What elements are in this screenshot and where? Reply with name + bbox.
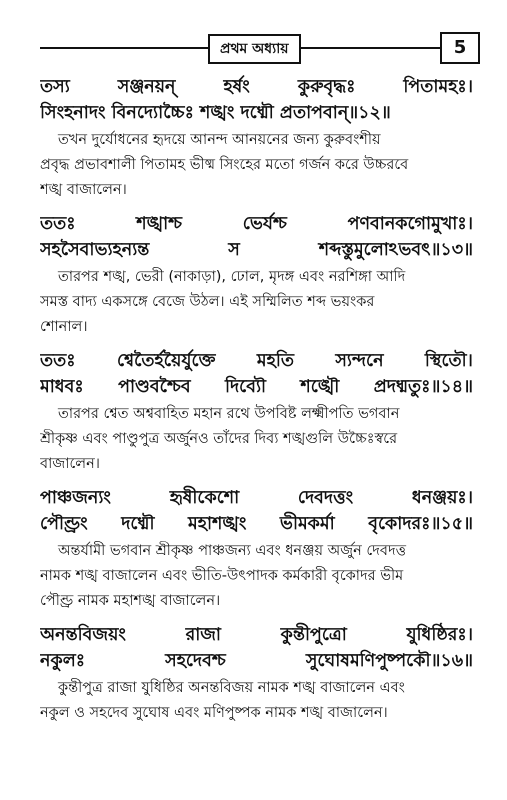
verse [40, 348, 473, 400]
verse-line [40, 374, 473, 400]
translation-line: নকুল ও সহদেব সুঘোষ এবং মণিপুষ্পক নামক শঙ্খ বাজালেন। [40, 705, 388, 721]
verse-word: দেবদত্তং [297, 488, 354, 508]
translation-line: পৌণ্ড্র নামক মহাশঙ্খ বাজালেন। [40, 593, 221, 609]
verse-word: পণবানকগোমুখাঃ। [347, 214, 473, 234]
translation [40, 539, 473, 614]
verse-word: স্যন্দনে [335, 351, 384, 371]
verse-line [40, 74, 473, 100]
translation-line: প্রবৃদ্ধ প্রভাবশালী পিতামহ ভীষ্ম সিংহের মতো গর্জন করে উচ্চরবে [40, 157, 409, 173]
translation-line: বাজালেন। [40, 456, 100, 472]
verse-word: শব্দস্তুমুলোঽভবৎ॥১৩॥ [318, 240, 473, 260]
verse-line [40, 100, 473, 126]
verse-word: মহাশঙ্খং [188, 514, 247, 534]
verse-word: মহতি [256, 351, 294, 371]
verse-line [40, 211, 473, 237]
verse-word: ধনঞ্জয়ঃ। [411, 488, 473, 508]
translation-line: কুন্তীপুত্র রাজা যুধিষ্ঠির অনন্তবিজয় নামক শঙ্খ বাজালেন এবং [58, 680, 405, 696]
verse-word: শ্বেতৈর্হয়ৈর্যুক্তে [116, 351, 216, 371]
verse-word: প্রদধ্মতুঃ॥১৪॥ [373, 377, 473, 397]
translation-line: তারপর শ্বেত অশ্ববাহিত মহান রথে উপবিষ্ট লক্ষ্মীপতি ভগবান [58, 406, 400, 422]
verse-word: বৃকোদরঃ॥১৫॥ [368, 514, 473, 534]
translation [40, 676, 473, 726]
verse-word: পিতামহঃ। [403, 77, 473, 97]
translation-line: তখন দুর্যোধনের হৃদয়ে আনন্দ আনয়নের জন্য কুরুবংশীয় [58, 132, 381, 148]
verse-word: হর্ষং [223, 77, 250, 97]
verse-line [40, 237, 473, 263]
verse-word: ততঃ [40, 351, 76, 371]
verse-line [40, 485, 473, 511]
verse-word: ভের্যশ্চ [242, 214, 287, 234]
verse-word: সহদেবশ্চ [165, 651, 226, 671]
translation-line: সমস্ত বাদ্য একসঙ্গে বেজে উঠল। এই সম্মিলিত শব্দ ভয়ংকর [40, 294, 375, 310]
verse-word: সুঘোষমণিপুষ্পকৌ॥১৬॥ [305, 651, 473, 671]
verse-word: স [228, 240, 240, 260]
verse-word: অনন্তবিজয়ং [40, 625, 126, 645]
translation-line: শ্রীকৃষ্ণ এবং পাণ্ডুপুত্র অর্জুনও তাঁদের দিব্য শঙ্খগুলি উচ্চৈঃস্বরে [40, 431, 398, 447]
verse-word: পাঞ্চজন্যং [40, 488, 111, 508]
translation-line: শঙ্খ বাজালেন। [40, 182, 127, 198]
verse-word: সিংহনাদং বিনদ্যোচ্চৈঃ শঙ্খং দধ্মৌ প্রতাপবান্॥১২॥ [40, 103, 391, 123]
page-number: 5 [440, 32, 480, 64]
translation-line: অন্তর্যামী ভগবান শ্রীকৃষ্ণ পাঞ্চজন্য এবং ধনঞ্জয় অর্জুন দেবদত্ত [58, 543, 406, 559]
verse [40, 622, 473, 674]
verse-line [40, 511, 473, 537]
verse-line [40, 348, 473, 374]
verse-word: মাধবঃ [40, 377, 84, 397]
verse-word: পাণ্ডবশ্চৈব [118, 377, 191, 397]
page-header [40, 30, 480, 64]
verse-word: সহসৈবাভ্যহন্যন্ত [40, 240, 150, 260]
translation-line: শোনাল। [40, 319, 88, 335]
verse-word: রাজা [185, 625, 221, 645]
verse-word: শঙ্খাশ্চ [136, 214, 183, 234]
verse-word: ততঃ [40, 214, 76, 234]
verse [40, 74, 473, 126]
verse-word: কুরুবৃদ্ধঃ [297, 77, 356, 97]
translation [40, 128, 473, 203]
translation [40, 402, 473, 477]
verse-word: পৌণ্ড্রং [40, 514, 88, 534]
verse-word: তস্য [40, 77, 70, 97]
verse-word: সঞ্জনয়ন্ [117, 77, 176, 97]
translation-line: তারপর শঙ্খ, ভেরী (নাকাড়া), ঢোল, মৃদঙ্গ এবং নরশিঙ্গা আদি [58, 269, 406, 285]
verse-word: যুধিষ্ঠিরঃ। [406, 625, 473, 645]
verse-line [40, 648, 473, 674]
translation [40, 265, 473, 340]
verse-word: হৃষীকেশো [169, 488, 240, 508]
page-content [40, 74, 473, 734]
verse-word: কুন্তীপুত্রো [280, 625, 347, 645]
translation-line: নামক শঙ্খ বাজালেন এবং ভীতি-উৎপাদক কর্মকারী বৃকোদর ভীম [40, 568, 404, 584]
verse-word: নকুলঃ [40, 651, 86, 671]
verse-line [40, 622, 473, 648]
verse-word: শঙ্খৌ [300, 377, 340, 397]
chapter-title: প্রথম অধ্যায় [208, 34, 301, 64]
verse-word: স্থিতৌ। [424, 351, 473, 371]
verse [40, 211, 473, 263]
verse-word: দধ্মৌ [121, 514, 155, 534]
verse [40, 485, 473, 537]
verse-word: দিব্যৌ [224, 377, 267, 397]
verse-word: ভীমকর্মা [279, 514, 335, 534]
